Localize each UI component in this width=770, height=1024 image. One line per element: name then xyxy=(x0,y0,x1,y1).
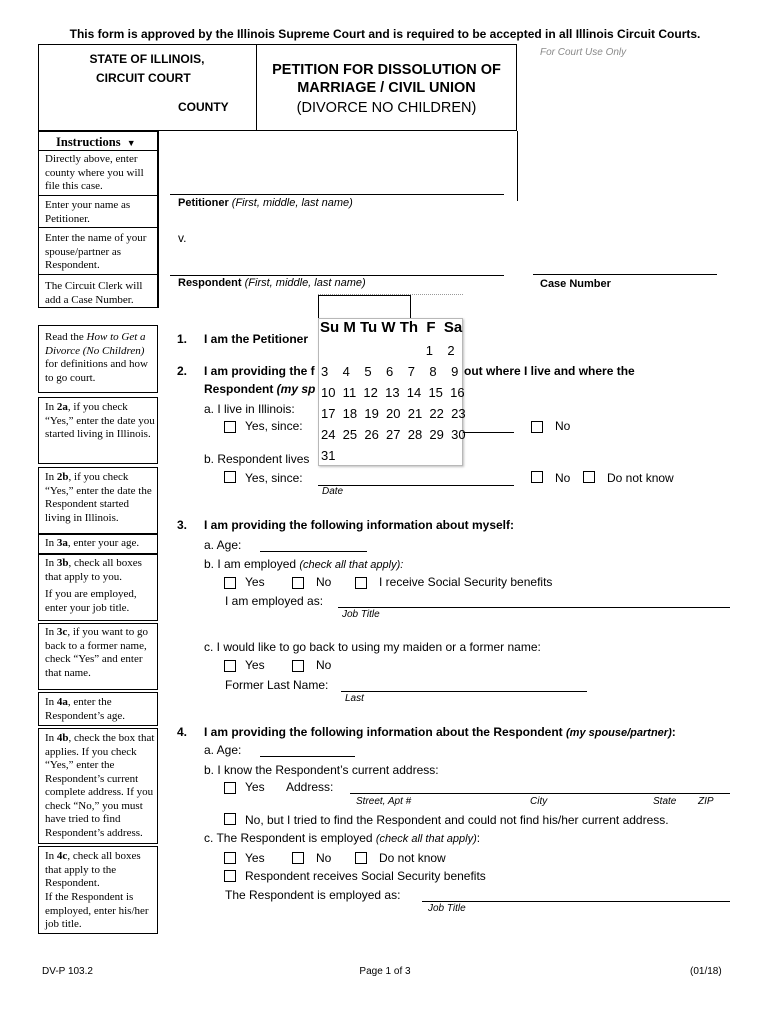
4a-age-label: a. Age: xyxy=(204,743,242,757)
3c-last-caption: Last xyxy=(345,693,364,704)
rule xyxy=(38,227,158,228)
rule xyxy=(38,274,158,275)
3c-yes-checkbox[interactable] xyxy=(224,660,236,672)
circuit-court-label: CIRCUIT COURT xyxy=(96,71,191,85)
calendar-week-4[interactable]: 17 18 19 20 21 22 23 xyxy=(321,406,466,421)
4b-zip-caption: ZIP xyxy=(698,796,714,807)
note-text: In xyxy=(45,626,57,638)
rule xyxy=(533,274,717,275)
3a-age-line[interactable] xyxy=(260,551,367,552)
respondent-input[interactable] xyxy=(174,255,504,273)
note-ref: 4b xyxy=(56,732,69,744)
date-picker-calendar[interactable] xyxy=(318,318,466,466)
county-input[interactable] xyxy=(46,98,172,116)
versus-label: v. xyxy=(178,231,187,245)
instruction-case-number: The Circuit Clerk will add a Case Number. xyxy=(45,280,143,306)
respondent-word: Respondent xyxy=(204,382,277,396)
3b-no-checkbox[interactable] xyxy=(292,577,304,589)
county-label: COUNTY xyxy=(178,100,229,114)
calendar-week-6[interactable]: 31 xyxy=(321,448,336,463)
3c-label: c. I would like to go back to using my maiden or a former name: xyxy=(204,640,541,654)
4c-hint: (check all that apply) xyxy=(375,833,477,845)
3b-employed-as-label: I am employed as: xyxy=(225,594,324,608)
note-text: , check all boxes that apply to you. xyxy=(45,557,142,583)
page-number: Page 1 of 3 xyxy=(359,966,411,977)
note-text: , check all boxes that apply to the Respondent. xyxy=(45,850,141,889)
section2-text-end: out where I live and where the xyxy=(464,364,635,378)
3c-no-label: No xyxy=(316,658,332,672)
section4-heading-text: I am providing the following information about the Respondent xyxy=(204,725,566,739)
spouse-hint: (my sp xyxy=(276,382,316,396)
section4-number: 4. xyxy=(177,725,188,739)
rule xyxy=(170,194,504,195)
note-text: In xyxy=(45,537,57,549)
note-text: In xyxy=(45,696,57,708)
case-number-label: Case Number xyxy=(540,278,611,290)
2a-no-checkbox[interactable] xyxy=(531,421,543,433)
note-ref: 3c xyxy=(56,626,68,638)
instructions-divider xyxy=(158,131,159,308)
4c-dont-know-checkbox[interactable] xyxy=(355,852,367,864)
3c-former-name-line[interactable] xyxy=(341,691,587,692)
4b-yes-checkbox[interactable] xyxy=(224,782,236,794)
3b-yes-checkbox[interactable] xyxy=(224,577,236,589)
calendar-weekday-header: Su M Tu W Th F Sa xyxy=(320,319,463,336)
case-number-input[interactable] xyxy=(535,255,715,273)
note-ref: 2a xyxy=(56,401,68,413)
2b-date-caption: Date xyxy=(322,486,344,497)
section2a-label: a. I live in Illinois: xyxy=(204,402,295,416)
3c-yes-label: Yes xyxy=(245,658,265,672)
4b-address-label: Address: xyxy=(286,780,334,794)
form-title-line1: PETITION FOR DISSOLUTION OF xyxy=(272,62,501,78)
note-text: In xyxy=(45,471,57,483)
petitioner-label: Petitioner xyxy=(178,197,229,209)
petitioner-input[interactable] xyxy=(174,175,504,193)
note-text: , enter your age. xyxy=(67,537,140,549)
calendar-week-5[interactable]: 24 25 26 27 28 29 30 xyxy=(321,427,466,442)
3b-ssb-checkbox[interactable] xyxy=(355,577,367,589)
4b-city-caption: City xyxy=(530,796,548,807)
court-use-divider xyxy=(517,131,518,201)
3b-job-title-caption: Job Title xyxy=(342,609,380,620)
instructions-heading-rule xyxy=(38,150,158,151)
4b-state-caption: State xyxy=(653,796,677,807)
instruction-respondent: Enter the name of your spouse/partner as Respondent. xyxy=(45,232,147,271)
form-id: DV-P 103.2 xyxy=(42,966,93,977)
4b-street-caption: Street, Apt # xyxy=(356,796,412,807)
4c-no-checkbox[interactable] xyxy=(292,852,304,864)
4c-job-title-caption: Job Title xyxy=(428,903,466,914)
4c-dont-know-label: Do not know xyxy=(379,851,446,865)
form-title-line3: (DIVORCE NO CHILDREN) xyxy=(296,100,477,116)
section2-line2 xyxy=(204,382,315,396)
3c-no-checkbox[interactable] xyxy=(292,660,304,672)
note-text: , if you check “Yes,” enter the date you started living in Illinois. xyxy=(45,401,155,440)
caret-down-icon: ▼ xyxy=(126,138,136,148)
4c-employed-as-label: The Respondent is employed as: xyxy=(225,888,401,902)
respondent-label: Respondent xyxy=(178,277,242,289)
instruction-county: Directly above, enter county where you will file this case. xyxy=(45,153,144,192)
note-ref: 4c xyxy=(56,850,68,862)
section2-text-start: I am providing the f xyxy=(204,364,315,378)
section4-heading xyxy=(204,725,676,739)
3a-age-label: a. Age: xyxy=(204,538,242,552)
4b-no-checkbox[interactable] xyxy=(224,813,236,825)
3b-hint: (check all that apply): xyxy=(299,559,404,571)
note-text: In xyxy=(45,732,57,744)
calendar-week-2[interactable]: 3 4 5 6 7 8 9 xyxy=(321,364,459,379)
4b-no-label: No, but I tried to find the Respondent and could not find his/her current address. xyxy=(245,813,669,827)
note-text: , check the box that applies. If you check “Yes,” enter the Respondent’s current complete address. If you check “No,” you must have tried to find Respondent’s address. xyxy=(45,732,155,839)
note-4c xyxy=(45,850,155,891)
note-ref: 4a xyxy=(56,696,68,708)
4c-yes-label: Yes xyxy=(245,851,265,865)
2a-yes-label: Yes, since: xyxy=(245,419,303,433)
note-ref: 3a xyxy=(56,537,68,549)
state-label: STATE OF ILLINOIS, xyxy=(89,52,205,66)
2b-dont-know-checkbox[interactable] xyxy=(583,471,595,483)
note-text: In xyxy=(45,850,57,862)
2b-no-label: No xyxy=(555,471,571,485)
section3-heading: I am providing the following information about myself: xyxy=(204,518,515,532)
calendar-week-3[interactable]: 10 11 12 13 14 15 16 xyxy=(321,385,465,400)
note-4c-employed: If the Respondent is employed, enter his/her job title. xyxy=(45,891,149,930)
section1-number: 1. xyxy=(177,332,188,346)
2b-date-line[interactable] xyxy=(318,485,514,486)
date-input-box[interactable] xyxy=(318,295,411,319)
section3-number: 3. xyxy=(177,518,188,532)
note-ref: 3b xyxy=(56,557,69,569)
note-ref: 2b xyxy=(56,471,69,483)
3b-text: b. I am employed xyxy=(204,557,297,571)
4c-ssb-checkbox[interactable] xyxy=(224,870,236,882)
4c-label xyxy=(204,831,480,845)
4a-age-line[interactable] xyxy=(260,756,355,757)
note-4b xyxy=(45,732,155,840)
note-text: for definitions and how to go court. xyxy=(45,358,148,384)
section4-heading-end: : xyxy=(671,725,676,739)
calendar-week-1[interactable]: 1 2 xyxy=(321,343,455,358)
note-read-guide xyxy=(45,331,155,385)
note-3c xyxy=(45,626,155,680)
4c-yes-checkbox[interactable] xyxy=(224,852,236,864)
instructions-heading[interactable] xyxy=(56,135,136,150)
3b-label xyxy=(204,557,403,571)
form-title-line2: MARRIAGE / CIVIL UNION xyxy=(297,80,476,96)
note-text: In xyxy=(45,557,57,569)
4b-yes-label: Yes xyxy=(245,780,265,794)
note-3a xyxy=(45,537,155,551)
2b-yes-checkbox[interactable] xyxy=(224,471,236,483)
note-text: , if you want to go back to a former name, check “Yes” and enter that name. xyxy=(45,626,148,679)
guide-title: How to Get a Divorce (No Children) xyxy=(45,331,146,357)
2b-yes-label: Yes, since: xyxy=(245,471,303,485)
section1-text: I am the Petitioner xyxy=(204,332,309,346)
3b-ssb-label: I receive Social Security benefits xyxy=(379,575,553,589)
4c-job-title-line[interactable] xyxy=(422,901,730,902)
4c-colon: : xyxy=(476,831,481,845)
note-3b xyxy=(45,557,155,584)
rule xyxy=(38,195,158,196)
note-2a xyxy=(45,401,155,442)
section2-number: 2. xyxy=(177,364,188,378)
note-3b-employed: If you are employed, enter your job title. xyxy=(45,588,137,614)
court-use-label: For Court Use Only xyxy=(540,47,627,58)
2a-no-label: No xyxy=(555,419,571,433)
3b-no-label: No xyxy=(316,575,332,589)
instruction-petitioner: Enter your name as Petitioner. xyxy=(45,199,131,225)
2a-yes-checkbox[interactable] xyxy=(224,421,236,433)
petitioner-hint: (First, middle, last name) xyxy=(231,197,353,209)
respondent-caption xyxy=(178,277,366,289)
3c-former-name-label: Former Last Name: xyxy=(225,678,329,692)
section2b-label: b. Respondent lives xyxy=(204,452,310,466)
note-4a xyxy=(45,696,155,723)
4b-address-line[interactable] xyxy=(350,793,730,794)
approval-banner: This form is approved by the Illinois Supreme Court and is required to be accepted in all Illinois Circuit Courts. xyxy=(69,27,701,41)
3b-yes-label: Yes xyxy=(245,575,265,589)
note-text: , enter the Respondent’s age. xyxy=(45,696,126,722)
respondent-hint: (First, middle, last name) xyxy=(244,277,366,289)
4c-no-label: No xyxy=(316,851,332,865)
instructions-heading-text: Instructions xyxy=(56,135,121,149)
note-2b xyxy=(45,471,155,525)
petitioner-caption xyxy=(178,197,353,209)
section4-heading-hint: (my spouse/partner) xyxy=(566,727,672,739)
4c-ssb-label: Respondent receives Social Security benefits xyxy=(245,869,486,883)
form-date: (01/18) xyxy=(690,966,722,977)
rule xyxy=(170,275,504,276)
2b-no-checkbox[interactable] xyxy=(531,471,543,483)
4c-text: c. The Respondent is employed xyxy=(204,831,373,845)
4b-label: b. I know the Respondent’s current address: xyxy=(204,763,439,777)
2b-dont-know-label: Do not know xyxy=(607,471,674,485)
3b-job-title-line[interactable] xyxy=(338,607,730,608)
note-text: In xyxy=(45,401,57,413)
note-text: , if you check “Yes,” enter the date the Respondent started living in Illinois. xyxy=(45,471,152,524)
note-text: Read the xyxy=(45,331,87,343)
